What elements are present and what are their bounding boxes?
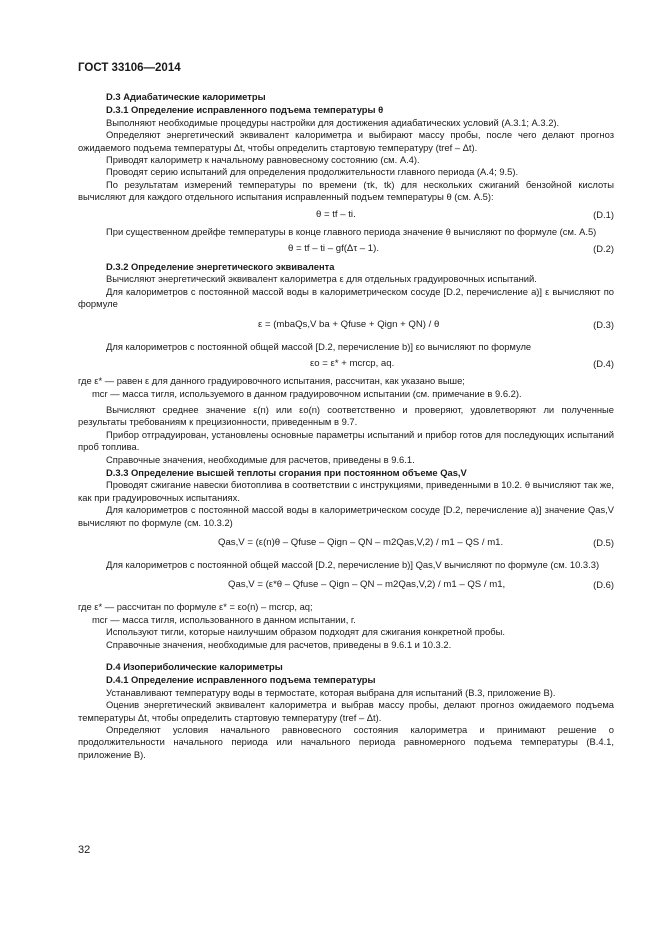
paragraph: При существенном дрейфе температуры в конце главного периода значение θ вычисляют по формуле (см. А.5) (106, 225, 597, 237)
equation-number: (D.2) (593, 243, 614, 255)
equation-d6 (78, 571, 614, 601)
paragraph: По результатам измерений температуры по времени (τk, tk) для нескольких сжиганий бензойной кислоты вычисляют для каждого отдельного испытания исправленный подъем температуры θ (см. А.5): (78, 178, 614, 203)
paragraph: Выполняют необходимые процедуры настройки для достижения адиабатических условий (А.3.1; А.3.2). (106, 116, 560, 128)
equation-d3 (78, 311, 614, 341)
section-heading-d4: D.4 Изопериболические калориметры (106, 661, 283, 672)
paragraph: Справочные значения, необходимые для расчетов, приведены в 9.6.1 и 10.3.2. (106, 638, 452, 650)
equation-formula: θ = tf – ti – gf(Δτ – 1). (288, 243, 379, 255)
subsection-heading-d3-1: D.3.1 Определение исправленного подъема температуры θ (106, 104, 384, 116)
paragraph: Вычисляют среднее значение ε(n) или εo(n) соответственно и проверяют, удовлетворяют ли полученные результаты требованиям к прецизионности, приведенным в 9.7. (78, 403, 614, 428)
equation-formula: εo = ε* + mcrcp, aq. (310, 358, 395, 370)
equation-number: (D.5) (593, 536, 614, 548)
paragraph: Определяют условия начального равновесного состояния калориметра и принимают решение о продолжительности начального периода или начального периода равномерного подъема температуры (В.4.1, приложение В). (78, 724, 614, 760)
paragraph: Проводят серию испытаний для определения продолжительности главного периода (А.4; 9.5). (106, 166, 519, 178)
equation-d5 (78, 529, 614, 559)
paragraph: Устанавливают температуру воды в термостате, которая выбрана для испытаний (В.3, приложение В). (106, 686, 556, 698)
equation-formula: θ = tf – ti. (316, 208, 356, 220)
paragraph: Для калориметров с постоянной массой воды в калориметрическом сосуде [D.2, перечисление а)] значение Qas,V вычисляют по формуле (см. 10.3.2) (78, 504, 614, 528)
equation-number: (D.4) (593, 358, 614, 370)
paragraph: Оценив энергетический эквивалент калориметра и выбрав массу пробы, делают прогноз ожидаемого подъема температуры Δt, чтобы определить стартовую температуру (tref – Δt). (78, 699, 614, 723)
paragraph: Приводят калориметр к начальному равновесному состоянию (см. А.4). (106, 154, 420, 166)
equation-number: (D.1) (593, 208, 614, 220)
subsection-heading-d4-1: D.4.1 Определение исправленного подъема температуры (106, 674, 376, 686)
equation-d4 (78, 353, 614, 375)
section-heading-d3: D.3 Адиабатические калориметры (106, 91, 266, 102)
paragraph: Для калориметров с постоянной массой воды в калориметрическом сосуде [D.2, перечисление а)] ε вычисляют по формуле (78, 285, 614, 310)
page-number: 32 (78, 844, 91, 856)
equation-formula: Qas,V = (ε(n)θ – Qfuse – Qign – QN – m2Qas,V,2) / m1 – QS / m1. (218, 536, 504, 548)
paragraph: Для калориметров с постоянной общей массой [D.2, перечисление b)] Qas,V вычисляют по формуле (см. 10.3.3) (106, 558, 600, 570)
equation-d1 (78, 204, 614, 226)
document-body (78, 90, 614, 761)
paragraph: Вычисляют энергетический эквивалент калориметра ε для отдельных градуировочных испытаний. (106, 273, 537, 285)
subsection-heading-d3-2: D.3.2 Определение энергетического эквивалента (106, 261, 335, 273)
equation-formula: ε = (mbaQs,V ba + Qfuse + Qign + QN) / θ (258, 318, 440, 330)
paragraph: Используют тигли, которые наилучшим образом подходят для сжигания конкретной пробы. (106, 626, 505, 638)
equation-number: (D.6) (593, 579, 614, 591)
where-clause: mcr — масса тигля, используемого в данном градуировочном испытании (см. примечание в 9.6.2). (92, 387, 522, 399)
paragraph: Определяют энергетический эквивалент калориметра и выбирают массу пробы, после чего делают прогноз ожидаемого подъема температуры Δt, чтобы определить стартовую температуру (tref – Δt). (78, 129, 614, 153)
paragraph: Справочные значения, необходимые для расчетов, приведены в 9.6.1. (106, 453, 415, 465)
where-clause: где ε* — равен ε для данного градуировочного испытания, рассчитан, как указано выше; (78, 375, 465, 387)
subsection-heading-d3-3: D.3.3 Определение высшей теплоты сгорания при постоянном объеме Qas,V (106, 466, 467, 478)
paragraph: Проводят сжигание навески биотоплива в соответствии с инструкциями, приведенными в 10.2. θ вычисляют так же, как при градуировочных испытаниях. (78, 479, 614, 503)
paragraph: Прибор отградуирован, установлены основные параметры испытаний и прибор готов для последующих испытаний проб топлива. (78, 428, 614, 453)
equation-formula: Qas,V = (ε*θ – Qfuse – Qign – QN – m2Qas,V,2) / m1 – QS / m1, (228, 579, 506, 591)
where-clause: где ε* — рассчитан по формуле ε* = εo(n) – mcrcp, aq; (78, 601, 313, 613)
running-header: ГОСТ 33106—2014 (78, 62, 181, 74)
equation-number: (D.3) (593, 318, 614, 330)
where-clause: mcr — масса тигля, использованного в данном испытании, г. (92, 613, 356, 625)
equation-d2 (78, 238, 614, 260)
paragraph: Для калориметров с постоянной общей массой [D.2, перечисление b)] εo вычисляют по формуле (106, 340, 532, 352)
